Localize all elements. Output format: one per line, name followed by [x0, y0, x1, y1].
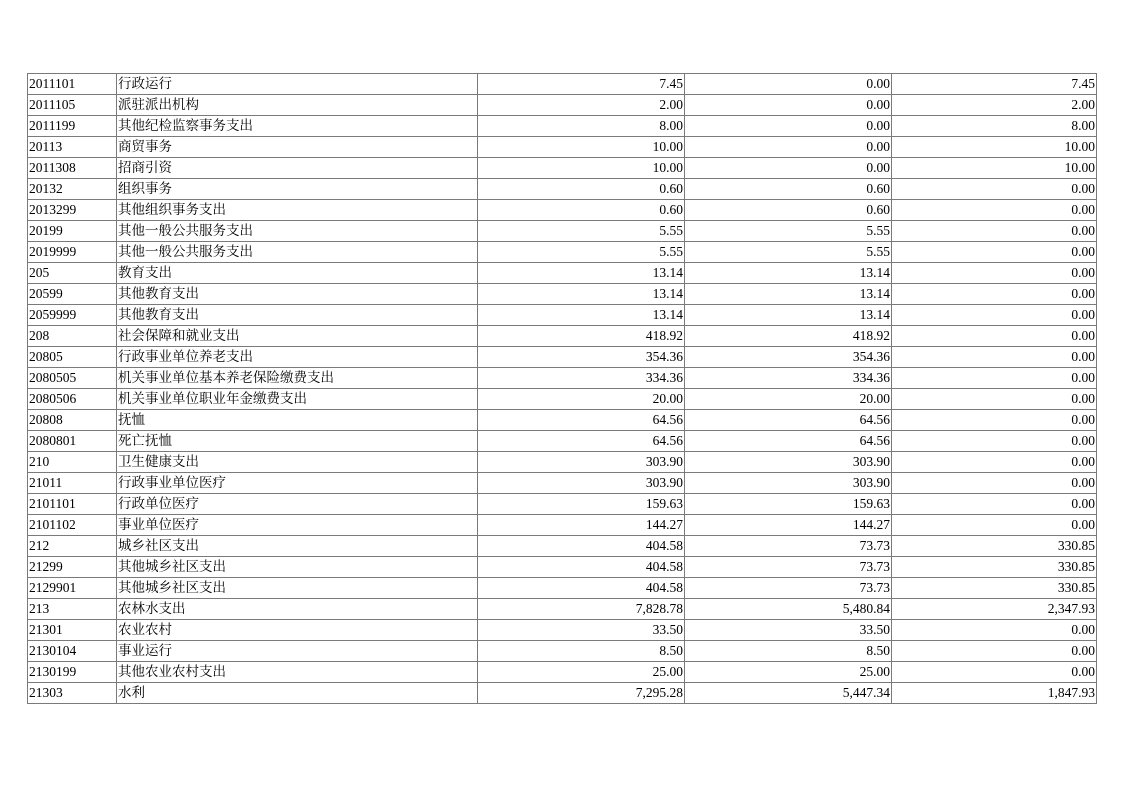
basic-expenditure-cell: 64.56: [685, 410, 892, 431]
basic-expenditure-cell: 334.36: [685, 368, 892, 389]
table-row: [28, 662, 1097, 683]
table-row: [28, 578, 1097, 599]
total-amount-cell: 404.58: [478, 536, 685, 557]
project-expenditure-cell: 0.00: [892, 326, 1097, 347]
project-expenditure-cell: 0.00: [892, 305, 1097, 326]
total-amount-cell: 404.58: [478, 557, 685, 578]
account-name-cell: 其他纪检监察事务支出: [117, 116, 478, 137]
table-row: [28, 473, 1097, 494]
account-name-cell: 城乡社区支出: [117, 536, 478, 557]
table-row: [28, 95, 1097, 116]
basic-expenditure-cell: 0.00: [685, 158, 892, 179]
basic-expenditure-cell: 13.14: [685, 263, 892, 284]
account-name-cell: 行政单位医疗: [117, 494, 478, 515]
table-row: [28, 641, 1097, 662]
account-name-cell: 招商引资: [117, 158, 478, 179]
account-code-cell: 2129901: [28, 578, 117, 599]
table-row: [28, 389, 1097, 410]
project-expenditure-cell: 0.00: [892, 410, 1097, 431]
table-row: [28, 263, 1097, 284]
basic-expenditure-cell: 8.50: [685, 641, 892, 662]
account-code-cell: 210: [28, 452, 117, 473]
account-code-cell: 2101101: [28, 494, 117, 515]
project-expenditure-cell: 0.00: [892, 368, 1097, 389]
basic-expenditure-cell: 0.00: [685, 116, 892, 137]
table-row: [28, 242, 1097, 263]
basic-expenditure-cell: 0.60: [685, 200, 892, 221]
table-row: [28, 326, 1097, 347]
account-code-cell: 205: [28, 263, 117, 284]
account-code-cell: 2013299: [28, 200, 117, 221]
account-code-cell: 2130199: [28, 662, 117, 683]
account-code-cell: 20808: [28, 410, 117, 431]
table-body: [28, 74, 1097, 704]
account-code-cell: 2080505: [28, 368, 117, 389]
total-amount-cell: 25.00: [478, 662, 685, 683]
total-amount-cell: 8.50: [478, 641, 685, 662]
project-expenditure-cell: 0.00: [892, 662, 1097, 683]
account-code-cell: 2101102: [28, 515, 117, 536]
budget-expenditure-table: [27, 73, 1097, 704]
total-amount-cell: 159.63: [478, 494, 685, 515]
basic-expenditure-cell: 354.36: [685, 347, 892, 368]
account-code-cell: 213: [28, 599, 117, 620]
basic-expenditure-cell: 5.55: [685, 221, 892, 242]
account-name-cell: 农业农村: [117, 620, 478, 641]
account-name-cell: 水利: [117, 683, 478, 704]
project-expenditure-cell: 2,347.93: [892, 599, 1097, 620]
basic-expenditure-cell: 25.00: [685, 662, 892, 683]
project-expenditure-cell: 0.00: [892, 200, 1097, 221]
table-row: [28, 179, 1097, 200]
total-amount-cell: 0.60: [478, 179, 685, 200]
table-row: [28, 452, 1097, 473]
account-name-cell: 组织事务: [117, 179, 478, 200]
total-amount-cell: 303.90: [478, 452, 685, 473]
account-code-cell: 2130104: [28, 641, 117, 662]
total-amount-cell: 64.56: [478, 431, 685, 452]
account-code-cell: 20599: [28, 284, 117, 305]
project-expenditure-cell: 0.00: [892, 431, 1097, 452]
account-code-cell: 208: [28, 326, 117, 347]
basic-expenditure-cell: 5.55: [685, 242, 892, 263]
total-amount-cell: 334.36: [478, 368, 685, 389]
account-name-cell: 商贸事务: [117, 137, 478, 158]
basic-expenditure-cell: 418.92: [685, 326, 892, 347]
account-code-cell: 21299: [28, 557, 117, 578]
total-amount-cell: 144.27: [478, 515, 685, 536]
total-amount-cell: 20.00: [478, 389, 685, 410]
project-expenditure-cell: 0.00: [892, 452, 1097, 473]
account-name-cell: 其他农业农村支出: [117, 662, 478, 683]
total-amount-cell: 64.56: [478, 410, 685, 431]
account-name-cell: 教育支出: [117, 263, 478, 284]
account-code-cell: 2011308: [28, 158, 117, 179]
project-expenditure-cell: 10.00: [892, 137, 1097, 158]
account-name-cell: 农林水支出: [117, 599, 478, 620]
table-row: [28, 368, 1097, 389]
project-expenditure-cell: 0.00: [892, 389, 1097, 410]
account-code-cell: 21011: [28, 473, 117, 494]
basic-expenditure-cell: 64.56: [685, 431, 892, 452]
basic-expenditure-cell: 20.00: [685, 389, 892, 410]
total-amount-cell: 404.58: [478, 578, 685, 599]
project-expenditure-cell: 0.00: [892, 473, 1097, 494]
basic-expenditure-cell: 73.73: [685, 557, 892, 578]
project-expenditure-cell: 0.00: [892, 242, 1097, 263]
table-row: [28, 599, 1097, 620]
account-code-cell: 20132: [28, 179, 117, 200]
total-amount-cell: 13.14: [478, 284, 685, 305]
table-row: [28, 557, 1097, 578]
account-name-cell: 其他一般公共服务支出: [117, 221, 478, 242]
account-name-cell: 其他城乡社区支出: [117, 578, 478, 599]
account-name-cell: 行政运行: [117, 74, 478, 95]
basic-expenditure-cell: 0.00: [685, 95, 892, 116]
account-code-cell: 21303: [28, 683, 117, 704]
table-row: [28, 305, 1097, 326]
total-amount-cell: 354.36: [478, 347, 685, 368]
account-code-cell: 21301: [28, 620, 117, 641]
table-row: [28, 536, 1097, 557]
project-expenditure-cell: 0.00: [892, 347, 1097, 368]
account-name-cell: 其他教育支出: [117, 284, 478, 305]
account-code-cell: 2080506: [28, 389, 117, 410]
table-row: [28, 137, 1097, 158]
basic-expenditure-cell: 144.27: [685, 515, 892, 536]
project-expenditure-cell: 330.85: [892, 536, 1097, 557]
total-amount-cell: 10.00: [478, 158, 685, 179]
basic-expenditure-cell: 303.90: [685, 452, 892, 473]
table-row: [28, 620, 1097, 641]
total-amount-cell: 5.55: [478, 242, 685, 263]
basic-expenditure-cell: 73.73: [685, 578, 892, 599]
account-name-cell: 事业单位医疗: [117, 515, 478, 536]
project-expenditure-cell: 8.00: [892, 116, 1097, 137]
table-row: [28, 683, 1097, 704]
account-name-cell: 派驻派出机构: [117, 95, 478, 116]
basic-expenditure-cell: 5,480.84: [685, 599, 892, 620]
total-amount-cell: 10.00: [478, 137, 685, 158]
table-row: [28, 515, 1097, 536]
table-row: [28, 347, 1097, 368]
total-amount-cell: 7,295.28: [478, 683, 685, 704]
table-row: [28, 158, 1097, 179]
total-amount-cell: 8.00: [478, 116, 685, 137]
project-expenditure-cell: 7.45: [892, 74, 1097, 95]
basic-expenditure-cell: 159.63: [685, 494, 892, 515]
account-code-cell: 2011105: [28, 95, 117, 116]
total-amount-cell: 13.14: [478, 305, 685, 326]
account-name-cell: 其他一般公共服务支出: [117, 242, 478, 263]
project-expenditure-cell: 10.00: [892, 158, 1097, 179]
total-amount-cell: 7,828.78: [478, 599, 685, 620]
basic-expenditure-cell: 0.00: [685, 137, 892, 158]
account-name-cell: 其他城乡社区支出: [117, 557, 478, 578]
account-code-cell: 20113: [28, 137, 117, 158]
basic-expenditure-cell: 0.00: [685, 74, 892, 95]
basic-expenditure-cell: 5,447.34: [685, 683, 892, 704]
table-row: [28, 494, 1097, 515]
total-amount-cell: 0.60: [478, 200, 685, 221]
table-row: [28, 200, 1097, 221]
project-expenditure-cell: 0.00: [892, 641, 1097, 662]
total-amount-cell: 2.00: [478, 95, 685, 116]
table-row: [28, 116, 1097, 137]
project-expenditure-cell: 0.00: [892, 494, 1097, 515]
account-name-cell: 行政事业单位医疗: [117, 473, 478, 494]
basic-expenditure-cell: 303.90: [685, 473, 892, 494]
account-name-cell: 其他教育支出: [117, 305, 478, 326]
total-amount-cell: 13.14: [478, 263, 685, 284]
total-amount-cell: 7.45: [478, 74, 685, 95]
account-code-cell: 2080801: [28, 431, 117, 452]
total-amount-cell: 303.90: [478, 473, 685, 494]
account-code-cell: 20199: [28, 221, 117, 242]
account-name-cell: 社会保障和就业支出: [117, 326, 478, 347]
account-code-cell: 212: [28, 536, 117, 557]
account-name-cell: 其他组织事务支出: [117, 200, 478, 221]
account-name-cell: 死亡抚恤: [117, 431, 478, 452]
basic-expenditure-cell: 13.14: [685, 284, 892, 305]
basic-expenditure-cell: 13.14: [685, 305, 892, 326]
account-name-cell: 机关事业单位基本养老保险缴费支出: [117, 368, 478, 389]
table-row: [28, 74, 1097, 95]
account-code-cell: 2059999: [28, 305, 117, 326]
basic-expenditure-cell: 0.60: [685, 179, 892, 200]
table-row: [28, 410, 1097, 431]
table-row: [28, 284, 1097, 305]
project-expenditure-cell: 0.00: [892, 179, 1097, 200]
account-name-cell: 事业运行: [117, 641, 478, 662]
account-code-cell: 2019999: [28, 242, 117, 263]
table-row: [28, 431, 1097, 452]
basic-expenditure-cell: 33.50: [685, 620, 892, 641]
account-code-cell: 2011199: [28, 116, 117, 137]
total-amount-cell: 5.55: [478, 221, 685, 242]
account-name-cell: 机关事业单位职业年金缴费支出: [117, 389, 478, 410]
total-amount-cell: 418.92: [478, 326, 685, 347]
project-expenditure-cell: 0.00: [892, 263, 1097, 284]
project-expenditure-cell: 330.85: [892, 557, 1097, 578]
basic-expenditure-cell: 73.73: [685, 536, 892, 557]
account-name-cell: 抚恤: [117, 410, 478, 431]
project-expenditure-cell: 0.00: [892, 221, 1097, 242]
account-name-cell: 卫生健康支出: [117, 452, 478, 473]
project-expenditure-cell: 330.85: [892, 578, 1097, 599]
project-expenditure-cell: 2.00: [892, 95, 1097, 116]
project-expenditure-cell: 0.00: [892, 620, 1097, 641]
project-expenditure-cell: 0.00: [892, 515, 1097, 536]
project-expenditure-cell: 0.00: [892, 284, 1097, 305]
table-row: [28, 221, 1097, 242]
account-code-cell: 2011101: [28, 74, 117, 95]
project-expenditure-cell: 1,847.93: [892, 683, 1097, 704]
account-code-cell: 20805: [28, 347, 117, 368]
account-name-cell: 行政事业单位养老支出: [117, 347, 478, 368]
total-amount-cell: 33.50: [478, 620, 685, 641]
